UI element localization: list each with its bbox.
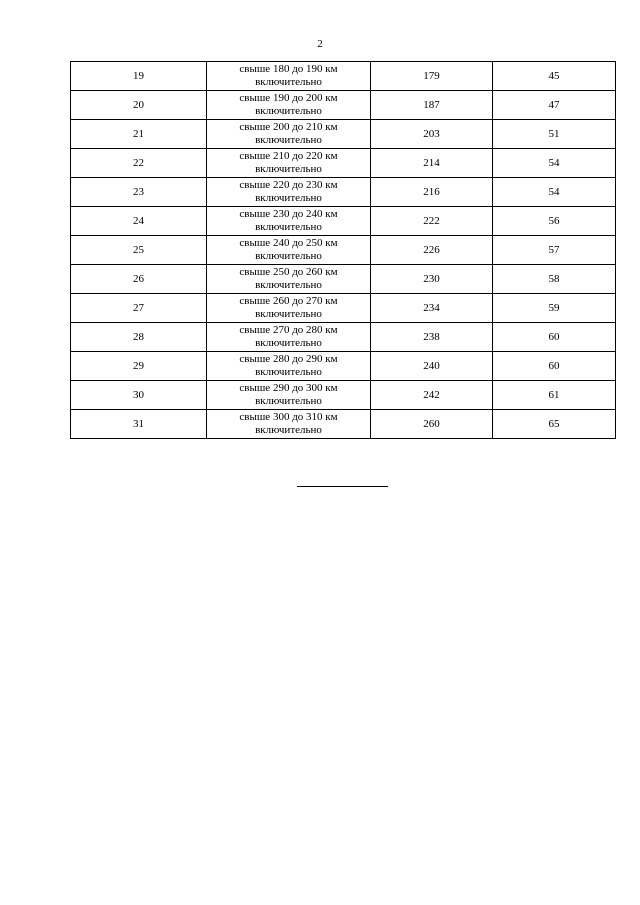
value-a-cell: 179 bbox=[371, 62, 493, 91]
value-b-cell: 54 bbox=[493, 178, 616, 207]
table-row bbox=[71, 149, 616, 178]
distance-range-suffix: включительно bbox=[255, 366, 322, 378]
row-index-cell: 24 bbox=[71, 207, 207, 236]
value-b-cell: 47 bbox=[493, 91, 616, 120]
distance-range-text: свыше 270 до 280 км bbox=[239, 324, 338, 336]
value-a-cell: 230 bbox=[371, 265, 493, 294]
distance-range-text: свыше 180 до 190 км bbox=[239, 63, 338, 75]
distance-range-suffix: включительно bbox=[255, 279, 322, 291]
value-b-cell: 45 bbox=[493, 62, 616, 91]
distance-range-suffix: включительно bbox=[255, 395, 322, 407]
distance-range-text: свыше 200 до 210 км bbox=[239, 121, 338, 133]
distance-range-cell bbox=[207, 207, 371, 236]
table-row bbox=[71, 62, 616, 91]
distance-range-suffix: включительно bbox=[255, 163, 322, 175]
distance-range-cell bbox=[207, 381, 371, 410]
row-index-cell: 21 bbox=[71, 120, 207, 149]
row-index-cell: 23 bbox=[71, 178, 207, 207]
value-a-cell: 216 bbox=[371, 178, 493, 207]
distance-range-text: свыше 280 до 290 км bbox=[239, 353, 338, 365]
distance-range-cell bbox=[207, 149, 371, 178]
table-row bbox=[71, 352, 616, 381]
distance-range-suffix: включительно bbox=[255, 337, 322, 349]
value-a-cell: 260 bbox=[371, 410, 493, 439]
distance-table bbox=[70, 61, 616, 439]
table-row bbox=[71, 120, 616, 149]
value-a-cell: 240 bbox=[371, 352, 493, 381]
value-b-cell: 60 bbox=[493, 323, 616, 352]
row-index-cell: 22 bbox=[71, 149, 207, 178]
page-number: 2 bbox=[317, 38, 323, 50]
table-row bbox=[71, 294, 616, 323]
row-index-cell: 29 bbox=[71, 352, 207, 381]
table-body bbox=[71, 62, 616, 439]
value-a-cell: 222 bbox=[371, 207, 493, 236]
value-a-cell: 238 bbox=[371, 323, 493, 352]
table-row bbox=[71, 265, 616, 294]
value-b-cell: 61 bbox=[493, 381, 616, 410]
distance-range-suffix: включительно bbox=[255, 424, 322, 436]
distance-range-suffix: включительно bbox=[255, 76, 322, 88]
value-b-cell: 51 bbox=[493, 120, 616, 149]
distance-range-text: свыше 190 до 200 км bbox=[239, 92, 338, 104]
distance-range-suffix: включительно bbox=[255, 105, 322, 117]
distance-range-suffix: включительно bbox=[255, 134, 322, 146]
distance-range-cell bbox=[207, 352, 371, 381]
distance-range-suffix: включительно bbox=[255, 250, 322, 262]
row-index-cell: 28 bbox=[71, 323, 207, 352]
value-a-cell: 214 bbox=[371, 149, 493, 178]
distance-range-cell bbox=[207, 410, 371, 439]
distance-range-text: свыше 300 до 310 км bbox=[239, 411, 338, 423]
distance-range-suffix: включительно bbox=[255, 221, 322, 233]
distance-range-text: свыше 260 до 270 км bbox=[239, 295, 338, 307]
distance-range-cell bbox=[207, 120, 371, 149]
row-index-cell: 20 bbox=[71, 91, 207, 120]
value-a-cell: 187 bbox=[371, 91, 493, 120]
table-row bbox=[71, 410, 616, 439]
row-index-cell: 25 bbox=[71, 236, 207, 265]
row-index-cell: 27 bbox=[71, 294, 207, 323]
value-a-cell: 226 bbox=[371, 236, 493, 265]
distance-range-text: свыше 210 до 220 км bbox=[239, 150, 338, 162]
value-a-cell: 234 bbox=[371, 294, 493, 323]
row-index-cell: 31 bbox=[71, 410, 207, 439]
value-b-cell: 56 bbox=[493, 207, 616, 236]
value-b-cell: 60 bbox=[493, 352, 616, 381]
row-index-cell: 26 bbox=[71, 265, 207, 294]
distance-range-text: свыше 240 до 250 км bbox=[239, 237, 338, 249]
distance-range-cell bbox=[207, 91, 371, 120]
distance-range-cell bbox=[207, 323, 371, 352]
row-index-cell: 19 bbox=[71, 62, 207, 91]
table-row bbox=[71, 91, 616, 120]
distance-range-text: свыше 250 до 260 км bbox=[239, 266, 338, 278]
distance-range-text: свыше 290 до 300 км bbox=[239, 382, 338, 394]
value-b-cell: 65 bbox=[493, 410, 616, 439]
distance-range-suffix: включительно bbox=[255, 192, 322, 204]
distance-range-cell bbox=[207, 294, 371, 323]
distance-range-cell bbox=[207, 236, 371, 265]
distance-range-suffix: включительно bbox=[255, 308, 322, 320]
table-row bbox=[71, 236, 616, 265]
value-b-cell: 58 bbox=[493, 265, 616, 294]
value-b-cell: 57 bbox=[493, 236, 616, 265]
table-row bbox=[71, 323, 616, 352]
value-a-cell: 242 bbox=[371, 381, 493, 410]
value-a-cell: 203 bbox=[371, 120, 493, 149]
distance-range-cell bbox=[207, 178, 371, 207]
distance-range-cell bbox=[207, 62, 371, 91]
end-of-document-rule bbox=[297, 486, 388, 487]
row-index-cell: 30 bbox=[71, 381, 207, 410]
value-b-cell: 59 bbox=[493, 294, 616, 323]
table-row bbox=[71, 381, 616, 410]
table-row bbox=[71, 207, 616, 236]
distance-range-cell bbox=[207, 265, 371, 294]
distance-range-text: свыше 220 до 230 км bbox=[239, 179, 338, 191]
distance-range-text: свыше 230 до 240 км bbox=[239, 208, 338, 220]
table-row bbox=[71, 178, 616, 207]
value-b-cell: 54 bbox=[493, 149, 616, 178]
